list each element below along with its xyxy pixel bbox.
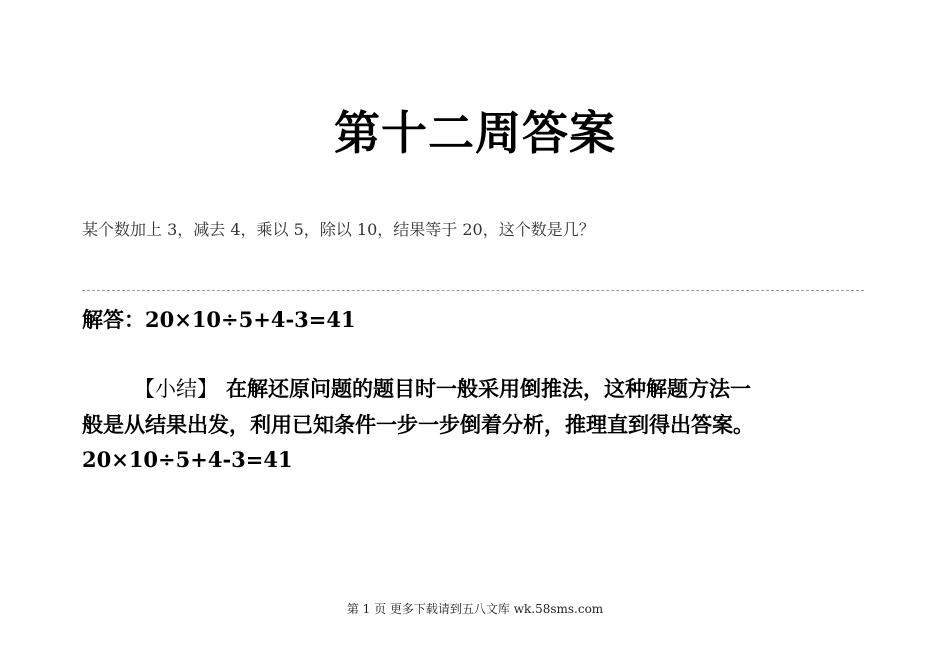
page-footer: 第 1 页 更多下载请到五八文库 wk.58sms.com xyxy=(346,602,604,616)
page-title: 第十二周答案 xyxy=(334,106,616,160)
question-text: 某个数加上 3，减去 4，乘以 5，除以 10，结果等于 20，这个数是几？ xyxy=(82,220,595,239)
dashed-divider xyxy=(82,290,864,291)
summary-line-1: 在解还原问题的题目时一般采用倒推法，这种解题方法一 xyxy=(226,376,751,401)
summary-paragraph xyxy=(82,371,882,475)
answer-text: 解答：20×10÷5+4-3=41 xyxy=(82,307,356,332)
summary-line-2: 般是从结果出发，利用已知条件一步一步倒着分析，推理直到得出答案。 xyxy=(82,412,754,437)
summary-first-line xyxy=(82,371,882,407)
summary-tag: 【小结】 xyxy=(134,377,218,401)
summary-formula: 20×10÷5+4-3=41 xyxy=(82,447,293,472)
